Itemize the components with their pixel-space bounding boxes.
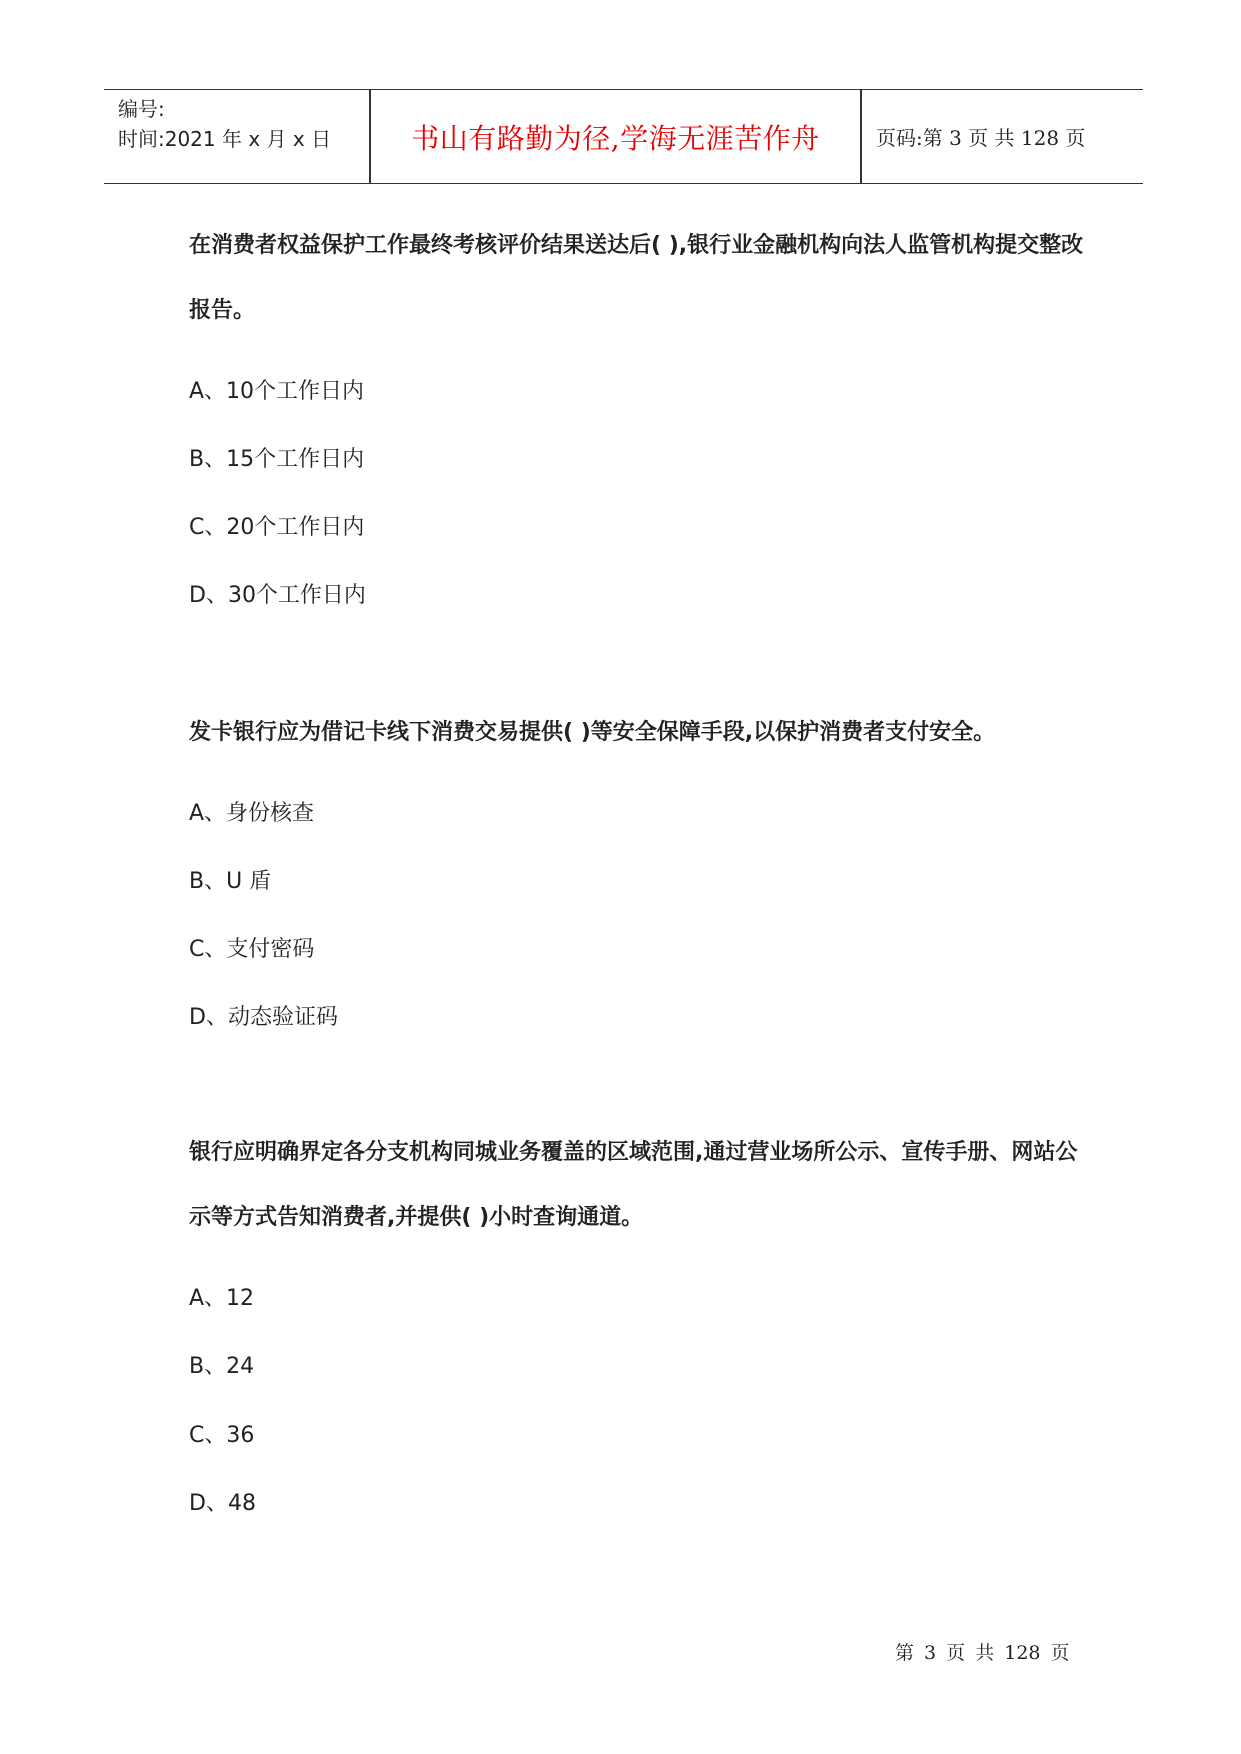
question-3-option-b: B、24	[189, 1354, 255, 1379]
question-2-option-b: B、U 盾	[189, 869, 272, 894]
question-2-option-a: A、身份核查	[189, 801, 315, 826]
header-divider-right	[860, 90, 862, 183]
document-time-label: 时间:2021 年 x 月 x 日	[118, 127, 332, 151]
question-2-option-c: C、支付密码	[189, 937, 315, 962]
question-1-option-a: A、10个工作日内	[189, 379, 365, 404]
question-3-option-c: C、36	[189, 1423, 255, 1448]
page-footer: 第 3 页 共 128 页	[895, 1642, 1070, 1664]
question-3-option-a: A、12	[189, 1286, 255, 1311]
header-page-info: 页码:第 3 页 共 128 页	[876, 126, 1086, 150]
header-meta	[118, 94, 331, 154]
header-motto: 书山有路勤为径,学海无涯苦作舟	[411, 121, 820, 155]
question-2-option-d: D、动态验证码	[189, 1005, 338, 1030]
question-3-option-d: D、48	[189, 1491, 256, 1516]
question-1-text: 在消费者权益保护工作最终考核评价结果送达后( ),银行业金融机构向法人监管机构提交整改报告。	[189, 233, 1084, 323]
question-3-text: 银行应明确界定各分支机构同城业务覆盖的区域范围,通过营业场所公示、宣传手册、网站公示等方式告知消费者,并提供( )小时查询通道。	[189, 1140, 1078, 1230]
question-1-option-c: C、20个工作日内	[189, 515, 365, 540]
question-1-option-d: D、30个工作日内	[189, 583, 366, 608]
document-number-label: 编号:	[118, 97, 165, 121]
question-2-text: 发卡银行应为借记卡线下消费交易提供( )等安全保障手段,以保护消费者支付安全。	[189, 720, 996, 745]
page-header	[104, 89, 1143, 184]
question-1-option-b: B、15个工作日内	[189, 447, 365, 472]
